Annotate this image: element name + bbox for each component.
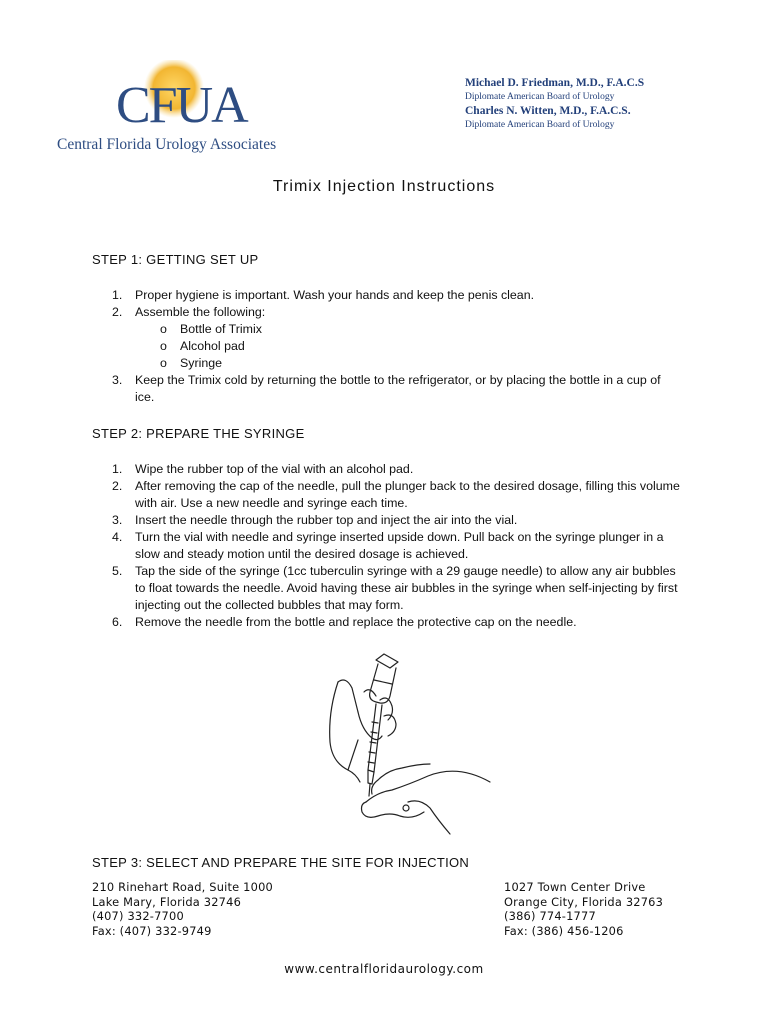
- lake-mary-address: [92, 880, 273, 938]
- list-number: 3.: [112, 513, 123, 527]
- step-2-list: [0, 461, 680, 631]
- address-line: 210 Rinehart Road, Suite 1000: [92, 880, 273, 894]
- list-item-text: Wipe the rubber top of the vial with an alcohol pad.: [135, 462, 414, 476]
- orange-city-address: [504, 880, 663, 938]
- phone-number: (407) 332-7700: [92, 909, 184, 923]
- vial-icon: [370, 654, 398, 703]
- right-hand-icon: [362, 764, 491, 834]
- syringe-vial-illustration: [318, 652, 493, 837]
- address-line: 1027 Town Center Drive: [504, 880, 646, 894]
- list-number: 1.: [112, 288, 123, 302]
- list-item-text: Remove the needle from the bottle and replace the protective cap on the needle.: [135, 615, 577, 629]
- step-2-item-4: [0, 529, 680, 563]
- step-1-heading: STEP 1: GETTING SET UP: [92, 252, 259, 267]
- step-3-heading: STEP 3: SELECT AND PREPARE THE SITE FOR INJECTION: [92, 855, 470, 870]
- list-number: 2.: [112, 305, 123, 319]
- list-number: 3.: [112, 373, 123, 387]
- website-url: www.centralfloridaurology.com: [284, 962, 484, 976]
- left-hand-icon: [330, 680, 396, 782]
- list-item-text: Proper hygiene is important. Wash your hands and keep the penis clean.: [135, 288, 535, 302]
- sub-bullet: o: [160, 356, 167, 370]
- step-1-item-3: [0, 372, 680, 406]
- logo-wordmark: CFUA: [116, 77, 247, 134]
- supply-item: [135, 355, 680, 372]
- step-1-item-1: [0, 287, 680, 304]
- list-item-text: Tap the side of the syringe (1cc tuberculin syringe with a 29 gauge needle) to allow any air bubbles to float towards the needle. Avoid having these air bubbles in the syringe when self-injecting by first injecting out the collected bubbles that may form.: [135, 564, 678, 612]
- list-number: 4.: [112, 530, 123, 544]
- step-2-item-1: [0, 461, 680, 478]
- address-line: Lake Mary, Florida 32746: [92, 894, 242, 909]
- list-item-text: Assemble the following:: [135, 305, 266, 319]
- supply-item: [135, 321, 680, 338]
- step-1-item-2: [0, 304, 680, 372]
- list-item-text: Keep the Trimix cold by returning the bottle to the refrigerator, or by placing the bottle in a cup of ice.: [135, 373, 661, 404]
- supply-item: [135, 338, 680, 355]
- list-number: 1.: [112, 462, 123, 476]
- document-title: Trimix Injection Instructions: [272, 178, 496, 195]
- list-number: 6.: [112, 615, 123, 629]
- step-2-item-5: [0, 563, 680, 614]
- step-2-item-3: [0, 512, 680, 529]
- list-number: 2.: [112, 479, 123, 493]
- step-2-item-2: [0, 478, 680, 512]
- doctor-1-credential: Diplomate American Board of Urology: [465, 92, 615, 102]
- logo-tagline: Central Florida Urology Associates: [57, 136, 277, 153]
- doctor-1-name: Michael D. Friedman, M.D., F.A.C.S: [465, 77, 645, 89]
- sub-bullet: o: [160, 322, 167, 336]
- step-2-item-6: [0, 614, 680, 631]
- list-item-text: Insert the needle through the rubber top and inject the air into the vial.: [135, 513, 518, 527]
- list-item-text: Turn the vial with needle and syringe inserted upside down. Pull back on the syringe plunger in a slow and steady motion until the desired dosage is achieved.: [135, 530, 664, 561]
- fax-number: Fax: (407) 332-9749: [92, 923, 212, 938]
- list-item-text: After removing the cap of the needle, pull the plunger back to the desired dosage, filling this volume with air. Use a new needle and syringe each time.: [135, 479, 680, 510]
- step-2-heading: STEP 2: PREPARE THE SYRINGE: [92, 426, 305, 441]
- doctor-2-credential: Diplomate American Board of Urology: [465, 120, 615, 130]
- phone-number: (386) 774-1777: [504, 909, 596, 923]
- doctor-2-name: Charles N. Witten, M.D., F.A.C.S.: [465, 105, 631, 117]
- supply-text: Syringe: [180, 356, 223, 370]
- fax-number: Fax: (386) 456-1206: [504, 923, 624, 938]
- doctor-credentials: [465, 76, 644, 132]
- address-line: Orange City, Florida 32763: [504, 894, 664, 909]
- list-number: 5.: [112, 564, 123, 578]
- supply-text: Alcohol pad: [180, 339, 245, 353]
- sub-bullet: o: [160, 339, 167, 353]
- supplies-list: [135, 321, 680, 372]
- step-1-list: [0, 287, 680, 406]
- supply-text: Bottle of Trimix: [180, 322, 262, 336]
